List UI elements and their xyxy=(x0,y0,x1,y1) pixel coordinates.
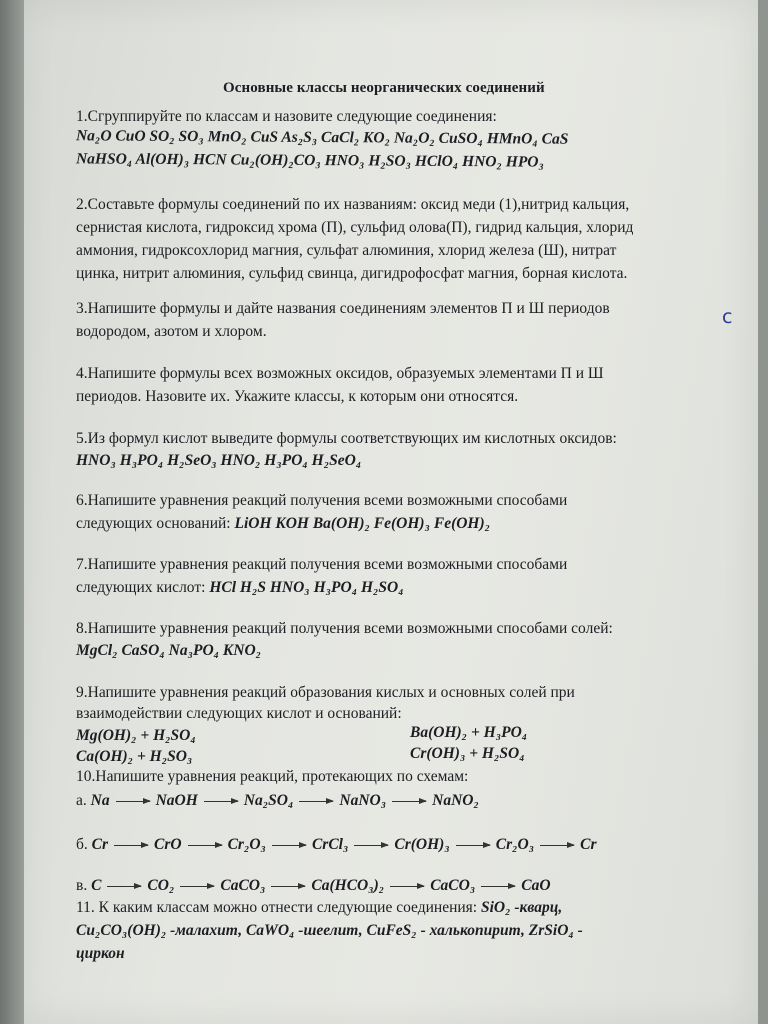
reaction-arrow-icon xyxy=(107,886,141,887)
reaction-arrow-icon xyxy=(390,886,424,887)
reaction-arrow-icon xyxy=(456,845,490,846)
paper-edge-shadow xyxy=(0,0,24,1024)
q6-formulas: LiOH KOH Ba(OH)₂ Fe(OH)₃ Fe(OH)₂ xyxy=(230,515,491,532)
document-title: Основные классы неорганических соединений xyxy=(223,80,545,96)
q7-formulas: HCl H₂S HNO₃ H₃PO₄ H₂SO₄ xyxy=(205,579,404,596)
chain-compound: NaNO₃ xyxy=(339,792,387,809)
reaction-arrow-icon xyxy=(299,801,333,802)
chain-compound: NaOH xyxy=(155,792,198,809)
q6-line-2 xyxy=(76,515,490,533)
q7-line-1: 7.Напишите уравнения реакций получения всеми возможными способами xyxy=(76,556,568,573)
q2-line-2: сернистая кислота, гидроксид хрома (П), сульфид олова(П), гидрид кальция, хлорид xyxy=(76,219,634,236)
q10-chain-c xyxy=(91,877,550,894)
q11-line-3: циркон xyxy=(76,945,125,962)
q9-reaction-1a: Mg(OH)₂ + H₂SO₄ xyxy=(76,727,196,744)
reaction-arrow-icon xyxy=(481,886,515,887)
q1-formulas-2: NaHSO₄ Al(OH)₃ HCN Cu₂(OH)₂CO₃ HNO₃ H₂SO₃ HClO₄ HNO₂ HPO₃ xyxy=(75,150,544,171)
q9-reaction-1b: Ba(OH)₂ + H₃PO₄ xyxy=(410,724,528,741)
chain-compound: Cr(OH)₃ xyxy=(394,836,450,853)
chain-compound: Cr₂O₃ xyxy=(227,836,266,853)
q11-line-1-text: 11. К каким классам можно отнести следующие соединения: xyxy=(76,899,481,916)
q8-formulas: MgCl₂ CaSO₄ Na₃PO₄ KNO₂ xyxy=(76,642,262,659)
q4-line-1: 4.Напишите формулы всех возможных оксидов, образуемых элементами П и Ш xyxy=(76,365,604,382)
q11-line-1 xyxy=(76,899,562,917)
q8-line-1: 8.Напишите уравнения реакций получения всеми возможными способами солей: xyxy=(76,620,613,637)
q11-quartz: SiO₂ -кварц, xyxy=(480,899,563,916)
chain-compound: Na xyxy=(90,792,110,809)
reaction-arrow-icon xyxy=(180,886,214,887)
q3-line-1: 3.Напишите формулы и дайте названия соединениям элементов П и Ш периодов xyxy=(76,300,610,317)
reaction-arrow-icon xyxy=(392,801,426,802)
reaction-arrow-icon xyxy=(114,845,148,846)
q1-text: 1.Сгруппируйте по классам и назовите следующие соединения: xyxy=(76,108,497,125)
q10-scheme-b xyxy=(76,836,597,854)
chain-compound: Cr xyxy=(580,836,597,853)
q10-line-1: 10.Напишите уравнения реакций, протекающих по схемам: xyxy=(76,768,469,785)
reaction-arrow-icon xyxy=(540,845,574,846)
chain-compound: Cr₂O₃ xyxy=(495,836,535,853)
q10-b-label: б. xyxy=(76,836,88,853)
q6-line-2-text: следующих оснований: xyxy=(76,515,231,532)
q9-line-2: взаимодействии следующих кислот и оснований: xyxy=(76,705,402,722)
reaction-arrow-icon xyxy=(188,845,222,846)
q9-line-1: 9.Напишите уравнения реакций образования кислых и основных солей при xyxy=(76,684,575,701)
chain-compound: CaCO₃ xyxy=(220,877,266,894)
reaction-arrow-icon xyxy=(272,845,306,846)
q3-line-2: водородом, азотом и хлором. xyxy=(76,323,267,340)
chain-compound: NaNO₂ xyxy=(432,792,479,809)
chain-compound: C xyxy=(91,877,102,894)
q2-line-1: 2.Составьте формулы соединений по их названиям: оксид меди (1),нитрид кальция, xyxy=(76,196,630,213)
chain-compound: Cr xyxy=(91,836,109,853)
q2-line-3: аммония, гидроксохлорид магния, сульфат алюминия, хлорид железа (Ш), нитрат xyxy=(76,242,617,259)
q10-scheme-c xyxy=(76,877,551,895)
q7-line-2-text: следующих кислот: xyxy=(76,579,206,596)
chain-compound: Na₂SO₄ xyxy=(243,792,294,809)
q7-line-2 xyxy=(76,579,404,597)
reaction-arrow-icon xyxy=(354,845,388,846)
q10-chain-b xyxy=(92,836,597,853)
q10-a-label: а. xyxy=(76,792,87,809)
q10-scheme-a xyxy=(76,792,479,810)
q6-line-1: 6.Напишите уравнения реакций получения всеми возможными способами xyxy=(76,492,568,509)
reaction-arrow-icon xyxy=(116,801,150,802)
q9-reaction-2a: Ca(OH)₂ + H₂SO₃ xyxy=(76,748,193,765)
q5-line-1: 5.Из формул кислот выведите формулы соответствующих им кислотных оксидов: xyxy=(76,430,617,447)
q2-line-4: цинка, нитрит алюминия, сульфид свинца, дигидрофосфат магния, борная кислота. xyxy=(76,265,628,282)
reaction-arrow-icon xyxy=(271,886,305,887)
q11-line-2: Cu₂CO₃(OH)₂ -малахит, CaWO₄ -шеелит, CuFeS₂ - халькопирит, ZrSiO₄ - xyxy=(76,922,583,939)
q9-reaction-2b: Cr(OH)₃ + H₂SO₄ xyxy=(410,745,525,762)
q4-line-2: периодов. Назовите их. Укажите классы, к которым они относятся. xyxy=(76,388,519,405)
q10-c-label: в. xyxy=(76,877,88,894)
chain-compound: CaO xyxy=(521,877,551,894)
chain-compound: CrO xyxy=(154,836,182,853)
q1-formulas-1: Na₂O CuO SO₂ SO₃ MnO₂ CuS As₂S₃ CaCl₂ KO₂ Na₂O₂ CuSO₄ HMnO₄ CaS xyxy=(75,127,569,148)
reaction-arrow-icon xyxy=(204,801,238,802)
chain-compound: CrCl₃ xyxy=(311,836,349,853)
q5-formulas: HNO₃ H₃PO₄ H₂SeO₃ HNO₂ H₃PO₄ H₂SeO₄ xyxy=(76,452,362,469)
handwritten-mark: с xyxy=(722,306,733,328)
q10-chain-a xyxy=(91,792,479,809)
chain-compound: CO₂ xyxy=(147,877,175,894)
chain-compound: Ca(HCO₃)₂ xyxy=(311,877,385,894)
chain-compound: CaCO₃ xyxy=(430,877,476,894)
